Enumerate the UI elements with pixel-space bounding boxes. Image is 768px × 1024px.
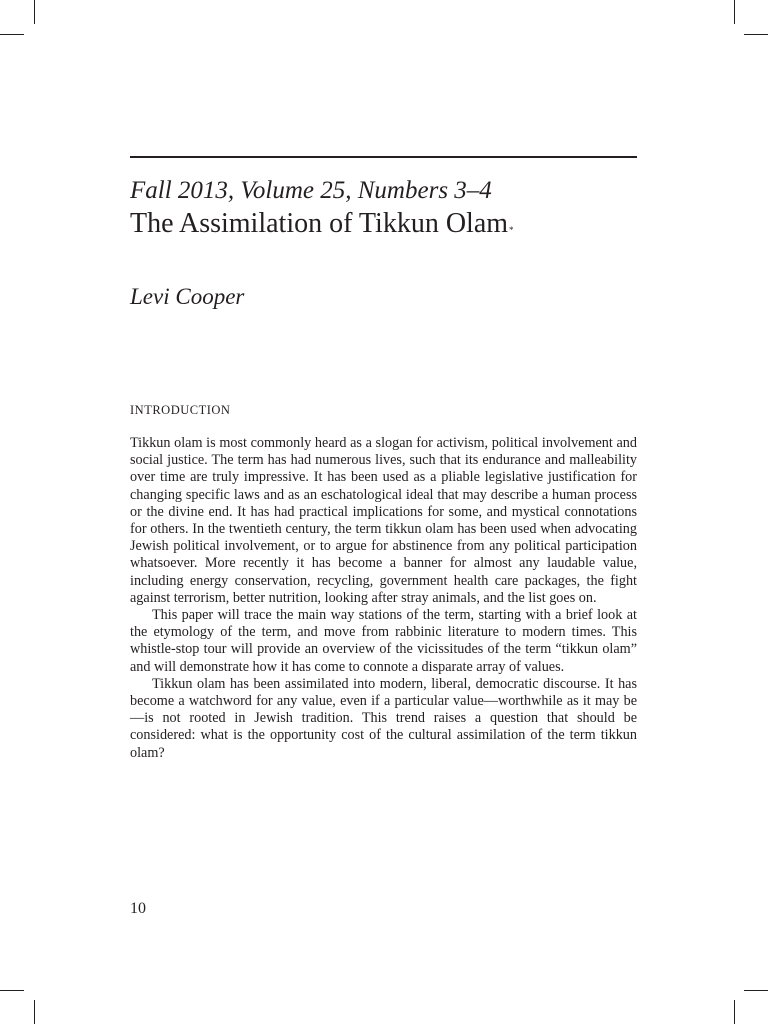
article-title <box>130 207 690 241</box>
issue-line: Fall 2013, Volume 25, Numbers 3–4 <box>130 177 492 204</box>
article-title-text: The Assimilation of Tikkun Olam <box>130 208 509 239</box>
crop-mark-top-left-horizontal <box>0 34 24 35</box>
section-heading: INTRODUCTION <box>130 403 231 417</box>
crop-mark-bottom-left-vertical <box>34 1000 35 1024</box>
crop-mark-bottom-right-horizontal <box>744 990 768 991</box>
page-number: 10 <box>130 900 146 917</box>
crop-mark-top-right-horizontal <box>744 34 768 35</box>
body-paragraph-2: This paper will trace the main way stations of the term, starting with a brief look at the etymology of the term, and move from rabbinic literature to modern times. This whistle-stop tour will provide an overview of the vicissitudes of the term “tikkun olam” and will demonstrate how it has come to connote a disparate array of values. <box>130 607 637 675</box>
body-paragraph-3: Tikkun olam has been assimilated into modern, liberal, democratic discourse. It has become a watchword for any value, even if a particular value—worthwhile as it may be—is not rooted in Jewish tradition. This trend raises a question that should be considered: what is the opportunity cost of the cultural assimilation of the term tikkun olam? <box>130 675 637 761</box>
header-rule <box>130 156 637 158</box>
article-body <box>130 435 637 762</box>
body-paragraph-1: Tikkun olam is most commonly heard as a slogan for activism, political involvement and social justice. The term has had numerous lives, such that its endurance and malleability over time are truly impressive. It has been used as a pliable legislative justification for changing specific laws and as an eschatological ideal that may describe a human process or the divine end. It has had practical implications for some, and mystical connotations for others. In the twentieth century, the term tikkun olam has been used when advocating Jewish political involvement, or to argue for abstinence from any political participation whatsoever. More recently it has become a banner for almost any laudable value, including energy conservation, recycling, government health care packages, the fight against terrorism, better nutrition, looking after stray animals, and the list goes on. <box>130 435 637 606</box>
crop-mark-bottom-left-horizontal <box>0 990 24 991</box>
crop-mark-top-right-vertical <box>734 0 735 24</box>
crop-mark-bottom-right-vertical <box>734 1000 735 1024</box>
title-footnote-mark: * <box>509 225 514 235</box>
author-name: Levi Cooper <box>130 284 245 309</box>
crop-mark-top-left-vertical <box>34 0 35 24</box>
